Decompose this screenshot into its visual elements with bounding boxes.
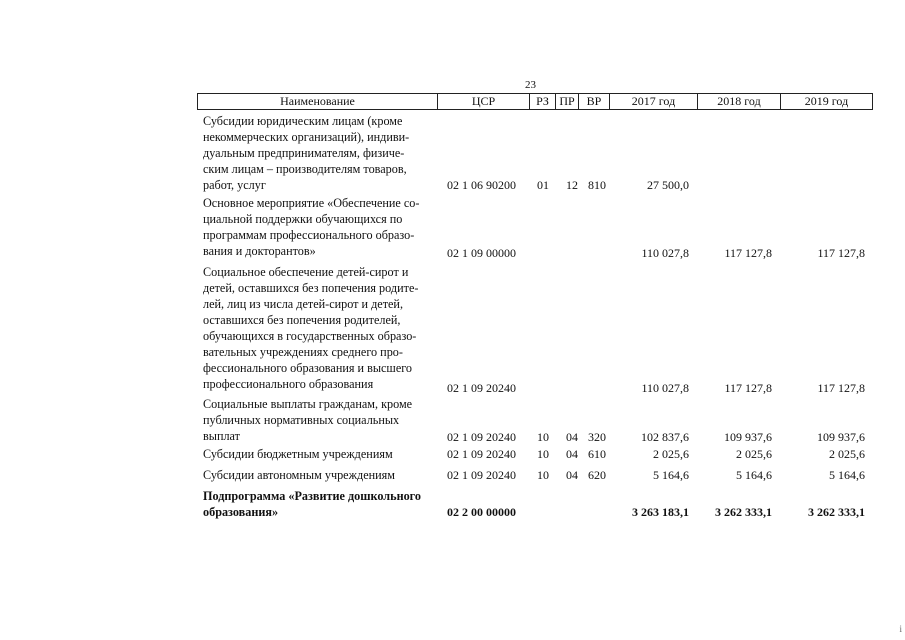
row-vr: 620 — [588, 468, 606, 482]
row-2019: 117 127,8 — [817, 246, 865, 260]
row-2017: 27 500,0 — [647, 178, 689, 192]
row-rz: 10 — [537, 468, 549, 482]
row-2018: 109 937,6 — [724, 430, 772, 444]
table-header — [197, 93, 873, 110]
row-2019: 5 164,6 — [829, 468, 865, 482]
row-name: Субсидии бюджетным учреждениям — [203, 447, 393, 461]
page-number: 23 — [525, 79, 536, 91]
row-2017: 5 164,6 — [653, 468, 689, 482]
row-pr: 04 — [566, 430, 578, 444]
row-csr: 02 1 09 20240 — [447, 430, 516, 444]
row-vr: 810 — [588, 178, 606, 192]
row-rz: 01 — [537, 178, 549, 192]
row-csr: 02 1 09 20240 — [447, 447, 516, 461]
row-2017: 110 027,8 — [641, 381, 689, 395]
row-2019: 109 937,6 — [817, 430, 865, 444]
row-pr: 04 — [566, 468, 578, 482]
row-2019: 117 127,8 — [817, 381, 865, 395]
row-name: Социальные выплаты гражданам, кроме публичных нормативных социальных выплат — [203, 397, 413, 443]
row-vr: 610 — [588, 447, 606, 461]
row-vr: 320 — [588, 430, 606, 444]
row-2018: 117 127,8 — [724, 381, 772, 395]
corner-mark: i — [899, 624, 902, 634]
row-name: Социальное обеспечение детей-сирот и детей, оставшихся без попечения родите- лей, лиц из числа детей-сирот и детей, оставшихся без попечения родителей, обучающихся в государственных образо- вательных учреждениях среднего про- фессионального образования и высшего профессионального образования — [203, 265, 419, 391]
row-name: Основное мероприятие «Обеспечение со- циальной поддержки обучающихся по программам профессионального образо- вания и докторантов» — [203, 196, 420, 258]
row-2017: 3 263 183,1 — [632, 505, 689, 519]
row-csr: 02 1 09 00000 — [447, 246, 516, 260]
header-name: Наименование — [198, 94, 438, 109]
row-name: Подпрограмма «Развитие дошкольного образования» — [203, 489, 422, 519]
header-2018: 2018 год — [698, 94, 781, 109]
row-csr: 02 1 09 20240 — [447, 381, 516, 395]
row-2017: 110 027,8 — [641, 246, 689, 260]
header-csr: ЦСР — [438, 94, 530, 109]
row-name: Субсидии автономным учреждениям — [203, 468, 395, 482]
row-csr: 02 1 09 20240 — [447, 468, 516, 482]
row-csr: 02 2 00 00000 — [447, 505, 516, 519]
row-csr: 02 1 06 90200 — [447, 178, 516, 192]
header-rz: РЗ — [530, 94, 556, 109]
row-name: Субсидии юридическим лицам (кроме некоммерческих организаций), индиви- дуальным предпринимателям, физиче- ским лицам – производителям товаров, работ, услуг — [203, 114, 410, 192]
row-rz: 10 — [537, 447, 549, 461]
header-2017: 2017 год — [610, 94, 698, 109]
row-2019: 2 025,6 — [829, 447, 865, 461]
row-2019: 3 262 333,1 — [808, 505, 865, 519]
header-pr: ПР — [556, 94, 579, 109]
row-2018: 3 262 333,1 — [715, 505, 772, 519]
header-2019: 2019 год — [804, 94, 849, 108]
row-pr: 12 — [566, 178, 578, 192]
row-2018: 5 164,6 — [736, 468, 772, 482]
row-pr: 04 — [566, 447, 578, 461]
row-2018: 2 025,6 — [736, 447, 772, 461]
row-2017: 2 025,6 — [653, 447, 689, 461]
row-2017: 102 837,6 — [641, 430, 689, 444]
header-vr: ВР — [579, 94, 610, 109]
row-rz: 10 — [537, 430, 549, 444]
row-2018: 117 127,8 — [724, 246, 772, 260]
